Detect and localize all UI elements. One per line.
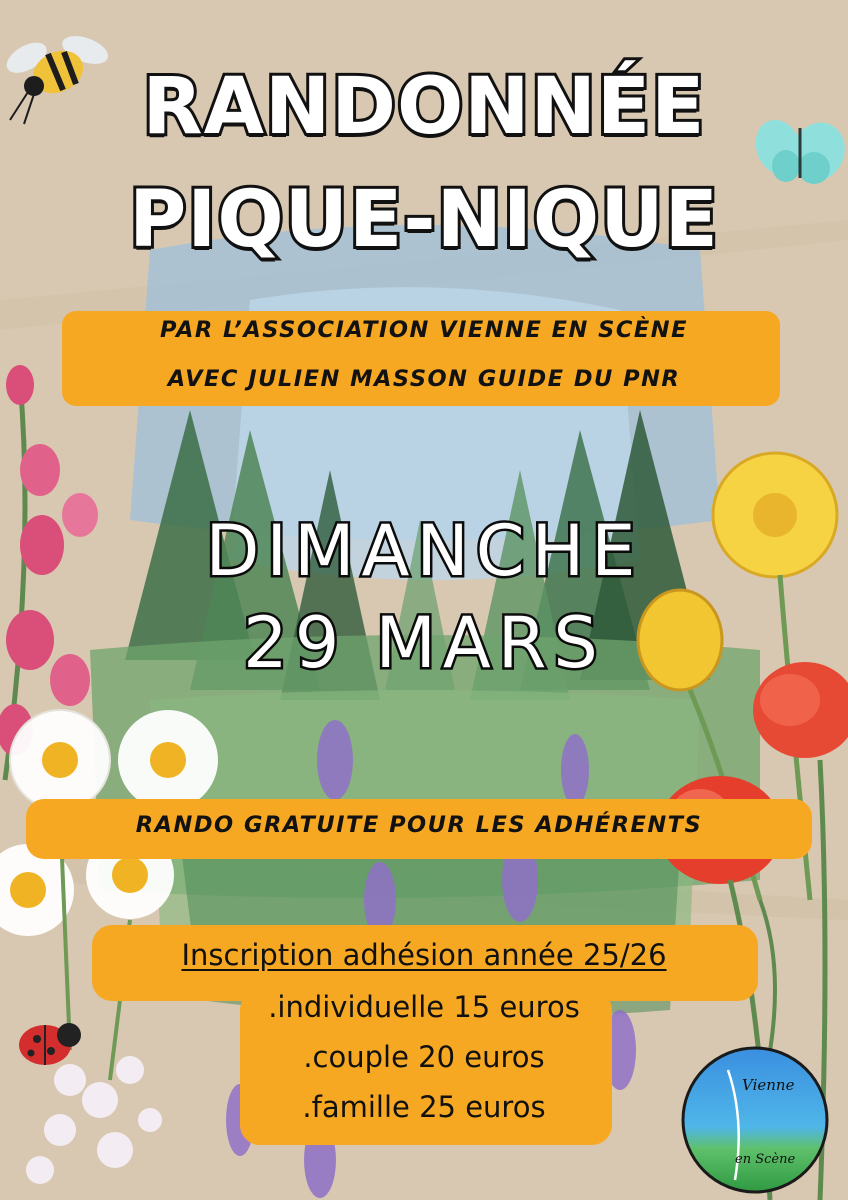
logo-text-line-2: en Scène (735, 1152, 796, 1167)
free-notice-text: RANDO GRATUITE POUR LES ADHÉRENTS (135, 812, 703, 838)
event-date: 29 MARS (243, 602, 605, 684)
membership-option-couple: .couple 20 euros (303, 1040, 545, 1074)
event-title-line-1: RANDONNÉE (142, 62, 706, 152)
organizer-line-1: PAR L’ASSOCIATION VIENNE EN SCÈNE (160, 317, 688, 343)
membership-title: Inscription adhésion année 25/26 (181, 938, 667, 972)
event-day: DIMANCHE (205, 510, 643, 592)
logo-text-line-1: Vienne (742, 1076, 795, 1094)
event-title-line-2: PIQUE-NIQUE (129, 175, 719, 265)
membership-option-individual: .individuelle 15 euros (268, 990, 580, 1024)
organizer-line-2: AVEC JULIEN MASSON GUIDE DU PNR (167, 366, 681, 392)
membership-option-family: .famille 25 euros (302, 1090, 546, 1124)
